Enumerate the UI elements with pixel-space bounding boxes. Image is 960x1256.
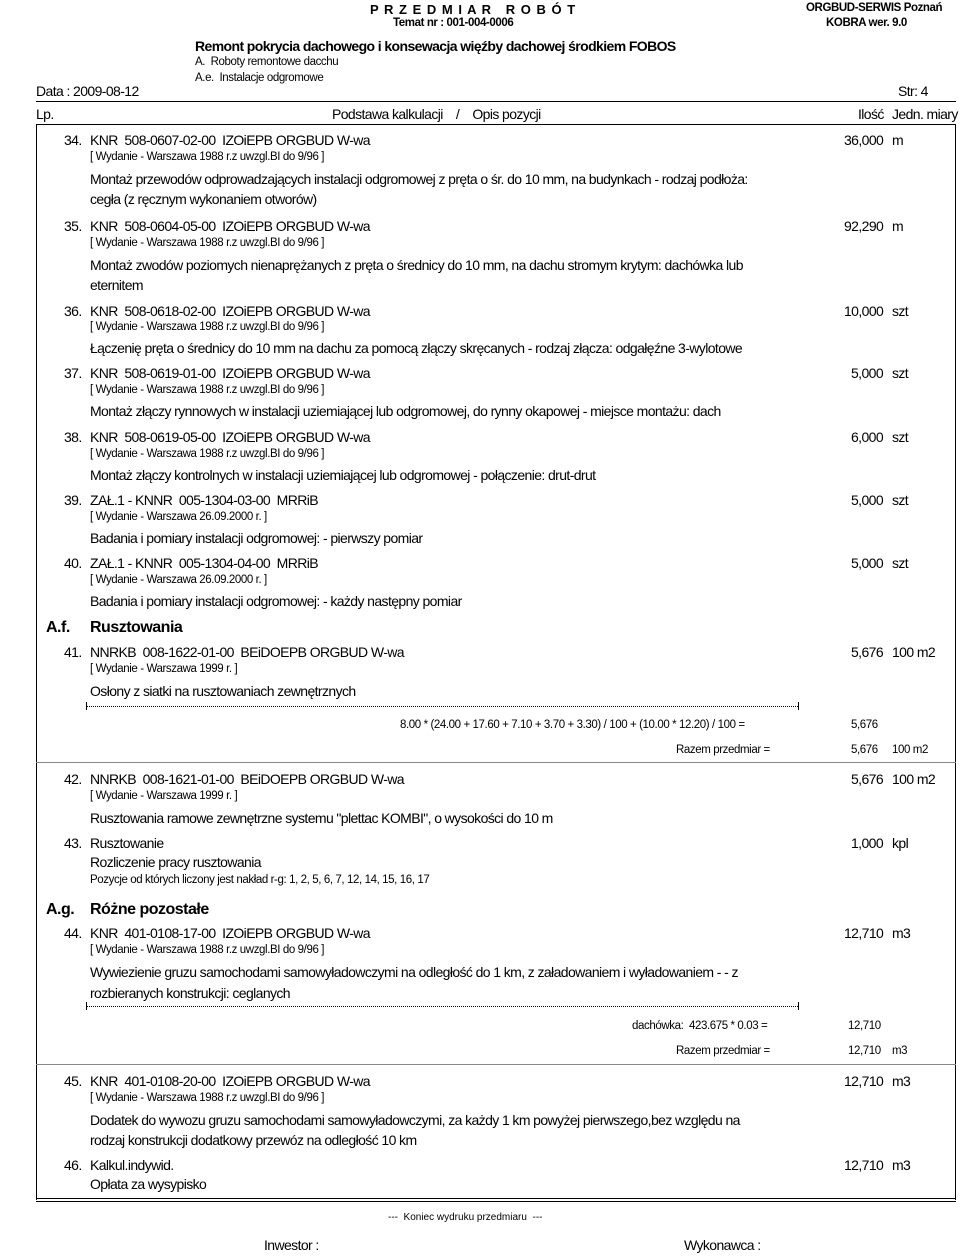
item-unit: m3 [892, 1073, 911, 1089]
item-quantity: 5,000 [851, 492, 884, 508]
temat-number: Temat nr : 001-004-0006 [393, 17, 514, 29]
item-description: Łączenię pręta o średnicy do 10 mm na dachu za pomocą złączy skręcanych - rodzaj złącza: odgałęźne 3-wylotowe [90, 340, 743, 356]
item-description: Montaż przewodów odprowadzających instalacji odgromowej z pręta o śr. do 10 mm, na budynkach - rodzaj podłoża: [90, 171, 748, 187]
calc-value: 12,710 [848, 1020, 881, 1032]
calc-separator-tick [798, 702, 799, 710]
item-number: 35. [64, 218, 82, 234]
item-code: KNR 508-0618-02-00 IZOiEPB ORGBUD W-wa [90, 303, 370, 319]
calc-formula: dachówka: 423.675 * 0.03 = [632, 1020, 768, 1032]
item-unit: 100 m2 [892, 644, 936, 660]
item-quantity: 5,000 [851, 365, 884, 381]
item-reference: [ Wydanie - Warszawa 1988 r.z uwzgl.BI do 9/96 ] [90, 151, 325, 163]
item-unit: szt [892, 555, 909, 571]
item-unit: szt [892, 365, 909, 381]
section-ae-title: A.e. Instalacje odgromowe [195, 72, 324, 84]
item-description: Montaż zwodów poziomych nienaprężanych z pręta o średnicy do 10 mm, na dachu stromym krytym: dachówka lub [90, 257, 743, 273]
item-unit: 100 m2 [892, 771, 936, 787]
item-unit: m3 [892, 925, 911, 941]
item-code: ZAŁ.1 - KNNR 005-1304-03-00 MRRiB [90, 492, 318, 508]
document-type: P R Z E D M I A R R O B Ó T [370, 2, 577, 17]
calc-value: 5,676 [851, 719, 878, 731]
section-code: A.f. [46, 619, 70, 636]
item-reference: [ Wydanie - Warszawa 1988 r.z uwzgl.BI do 9/96 ] [90, 944, 325, 956]
item-quantity: 6,000 [851, 429, 884, 445]
item-number: 34. [64, 132, 82, 148]
calc-separator-tick [86, 1002, 87, 1010]
item-separator [36, 762, 956, 763]
razem-unit: 100 m2 [892, 744, 928, 756]
section-code: A.g. [46, 901, 75, 918]
column-jedn: Jedn. miary [892, 106, 958, 122]
section-a-title: A. Roboty remontowe dacchu [195, 56, 339, 68]
item-description: Badania i pomiary instalacji odgromowej: - pierwszy pomiar [90, 530, 423, 546]
item-code: KNR 401-0108-20-00 IZOiEPB ORGBUD W-wa [90, 1073, 370, 1089]
item-reference: [ Wydanie - Warszawa 26.09.2000 r. ] [90, 574, 267, 586]
item-number: 39. [64, 492, 82, 508]
item-number: 38. [64, 429, 82, 445]
border-right [955, 124, 956, 1200]
end-of-printout: --- Koniec wydruku przedmiaru --- [388, 1212, 543, 1223]
calc-separator-tick [798, 1002, 799, 1010]
document-date: Data : 2009-08-12 [36, 83, 139, 99]
item-quantity: 36,000 [844, 132, 884, 148]
item-number: 36. [64, 303, 82, 319]
item-reference: [ Wydanie - Warszawa 1988 r.z uwzgl.BI do 9/96 ] [90, 321, 325, 333]
item-description: Rozliczenie pracy rusztowania [90, 854, 261, 870]
column-ilosc: Ilość [858, 106, 884, 122]
item-number: 46. [64, 1157, 82, 1173]
item-number: 45. [64, 1073, 82, 1089]
contractor-label: Wykonawca : [684, 1237, 761, 1253]
item-description-cont: cegła (z ręcznym wykonaniem otworów) [90, 191, 317, 207]
item-number: 41. [64, 644, 82, 660]
item-description-cont: eternitem [90, 277, 143, 293]
item-quantity: 10,000 [844, 303, 884, 319]
item-description: Montaż złączy rynnowych w instalacji uziemiającej lub odgromowej, do rynny okapowej - miejsce montażu: dach [90, 403, 721, 419]
item-reference: [ Wydanie - Warszawa 1988 r.z uwzgl.BI do 9/96 ] [90, 237, 325, 249]
header-rule-bottom [36, 124, 956, 125]
section-title: Rusztowania [90, 619, 183, 636]
item-description: Dodatek do wywozu gruzu samochodami samowyładowczymi, za każdy 1 km powyżej pierwszego,bez względu na [90, 1112, 740, 1128]
project-title: Remont pokrycia dachowego i konsewacja więźby dachowej środkiem FOBOS [195, 38, 676, 54]
item-quantity: 5,676 [851, 771, 884, 787]
calc-separator [86, 1006, 798, 1007]
item-description: Badania i pomiary instalacji odgromowej: - każdy następny pomiar [90, 593, 462, 609]
header-rule-top [36, 101, 956, 102]
item-quantity: 12,710 [844, 1073, 884, 1089]
item-code: KNR 508-0607-02-00 IZOiEPB ORGBUD W-wa [90, 132, 370, 148]
razem-value: 12,710 [848, 1045, 881, 1057]
item-code: KNR 508-0604-05-00 IZOiEPB ORGBUD W-wa [90, 218, 370, 234]
item-unit: szt [892, 303, 909, 319]
investor-label: Inwestor : [264, 1237, 319, 1253]
item-quantity: 12,710 [844, 1157, 884, 1173]
item-code: Rusztowanie [90, 835, 164, 851]
item-unit: m3 [892, 1157, 911, 1173]
item-code: NNRKB 008-1621-01-00 BEiDOEPB ORGBUD W-wa [90, 771, 404, 787]
item-quantity: 5,676 [851, 644, 884, 660]
item-reference: [ Wydanie - Warszawa 1999 r. ] [90, 790, 238, 802]
calc-separator [86, 706, 798, 707]
item-description: Montaż złączy kontrolnych w instalacji uziemiającej lub odgromowej - połączenie: drut-drut [90, 467, 596, 483]
column-lp: Lp. [36, 106, 54, 122]
firm-name: ORGBUD-SERWIS Poznań [806, 2, 943, 14]
page-number: Str: 4 [898, 83, 928, 99]
item-number: 42. [64, 771, 82, 787]
item-quantity: 1,000 [851, 835, 884, 851]
item-separator [36, 1064, 956, 1065]
item-quantity: 12,710 [844, 925, 884, 941]
item-unit: m [892, 218, 904, 234]
item-description-cont: rozbieranych konstrukcji: ceglanych [90, 985, 290, 1001]
software-version: KOBRA wer. 9.0 [826, 17, 907, 29]
item-reference: [ Wydanie - Warszawa 26.09.2000 r. ] [90, 511, 267, 523]
item-unit: kpl [892, 835, 909, 851]
calc-formula: 8.00 * (24.00 + 17.60 + 7.10 + 3.70 + 3.30) / 100 + (10.00 * 12.20) / 100 = [400, 719, 745, 731]
item-code: ZAŁ.1 - KNNR 005-1304-04-00 MRRiB [90, 555, 318, 571]
razem-label: Razem przedmiar = [676, 1045, 770, 1057]
item-description: Osłony z siatki na rusztowaniach zewnętrznych [90, 683, 356, 699]
item-description: Rusztowania ramowe zewnętrzne systemu "plettac KOMBI", o wysokości do 10 m [90, 810, 553, 826]
item-unit: m [892, 132, 904, 148]
item-code: KNR 401-0108-17-00 IZOiEPB ORGBUD W-wa [90, 925, 370, 941]
item-quantity: 92,290 [844, 218, 884, 234]
table-bottom-rule [36, 1198, 956, 1202]
item-description-cont: rodzaj konstrukcji dodatkowy przewóz na odległość 10 km [90, 1132, 417, 1148]
calc-separator-tick [86, 702, 87, 710]
border-left [36, 124, 37, 1200]
column-podstawa: Podstawa kalkulacji / Opis pozycji [332, 106, 541, 122]
item-number: 44. [64, 925, 82, 941]
item-reference: [ Wydanie - Warszawa 1988 r.z uwzgl.BI do 9/96 ] [90, 448, 325, 460]
item-note: Pozycje od których liczony jest nakład r-g: 1, 2, 5, 6, 7, 12, 14, 15, 16, 17 [90, 874, 430, 886]
item-code: NNRKB 008-1622-01-00 BEiDOEPB ORGBUD W-wa [90, 644, 404, 660]
razem-unit: m3 [892, 1045, 908, 1057]
item-code: KNR 508-0619-05-00 IZOiEPB ORGBUD W-wa [90, 429, 370, 445]
item-description: Wywiezienie gruzu samochodami samowyładowczymi na odległość do 1 km, z załadowaniem i wyładowaniem - - z [90, 964, 738, 980]
item-description: Opłata za wysypisko [90, 1176, 207, 1192]
item-unit: szt [892, 492, 909, 508]
item-quantity: 5,000 [851, 555, 884, 571]
razem-label: Razem przedmiar = [676, 744, 770, 756]
section-title: Różne pozostałe [90, 901, 209, 918]
item-reference: [ Wydanie - Warszawa 1999 r. ] [90, 663, 238, 675]
item-reference: [ Wydanie - Warszawa 1988 r.z uwzgl.BI do 9/96 ] [90, 1092, 325, 1104]
item-unit: szt [892, 429, 909, 445]
item-number: 43. [64, 835, 82, 851]
item-code: KNR 508-0619-01-00 IZOiEPB ORGBUD W-wa [90, 365, 370, 381]
item-number: 37. [64, 365, 82, 381]
item-reference: [ Wydanie - Warszawa 1988 r.z uwzgl.BI do 9/96 ] [90, 384, 325, 396]
razem-value: 5,676 [851, 744, 878, 756]
item-number: 40. [64, 555, 82, 571]
item-code: Kalkul.indywid. [90, 1157, 174, 1173]
